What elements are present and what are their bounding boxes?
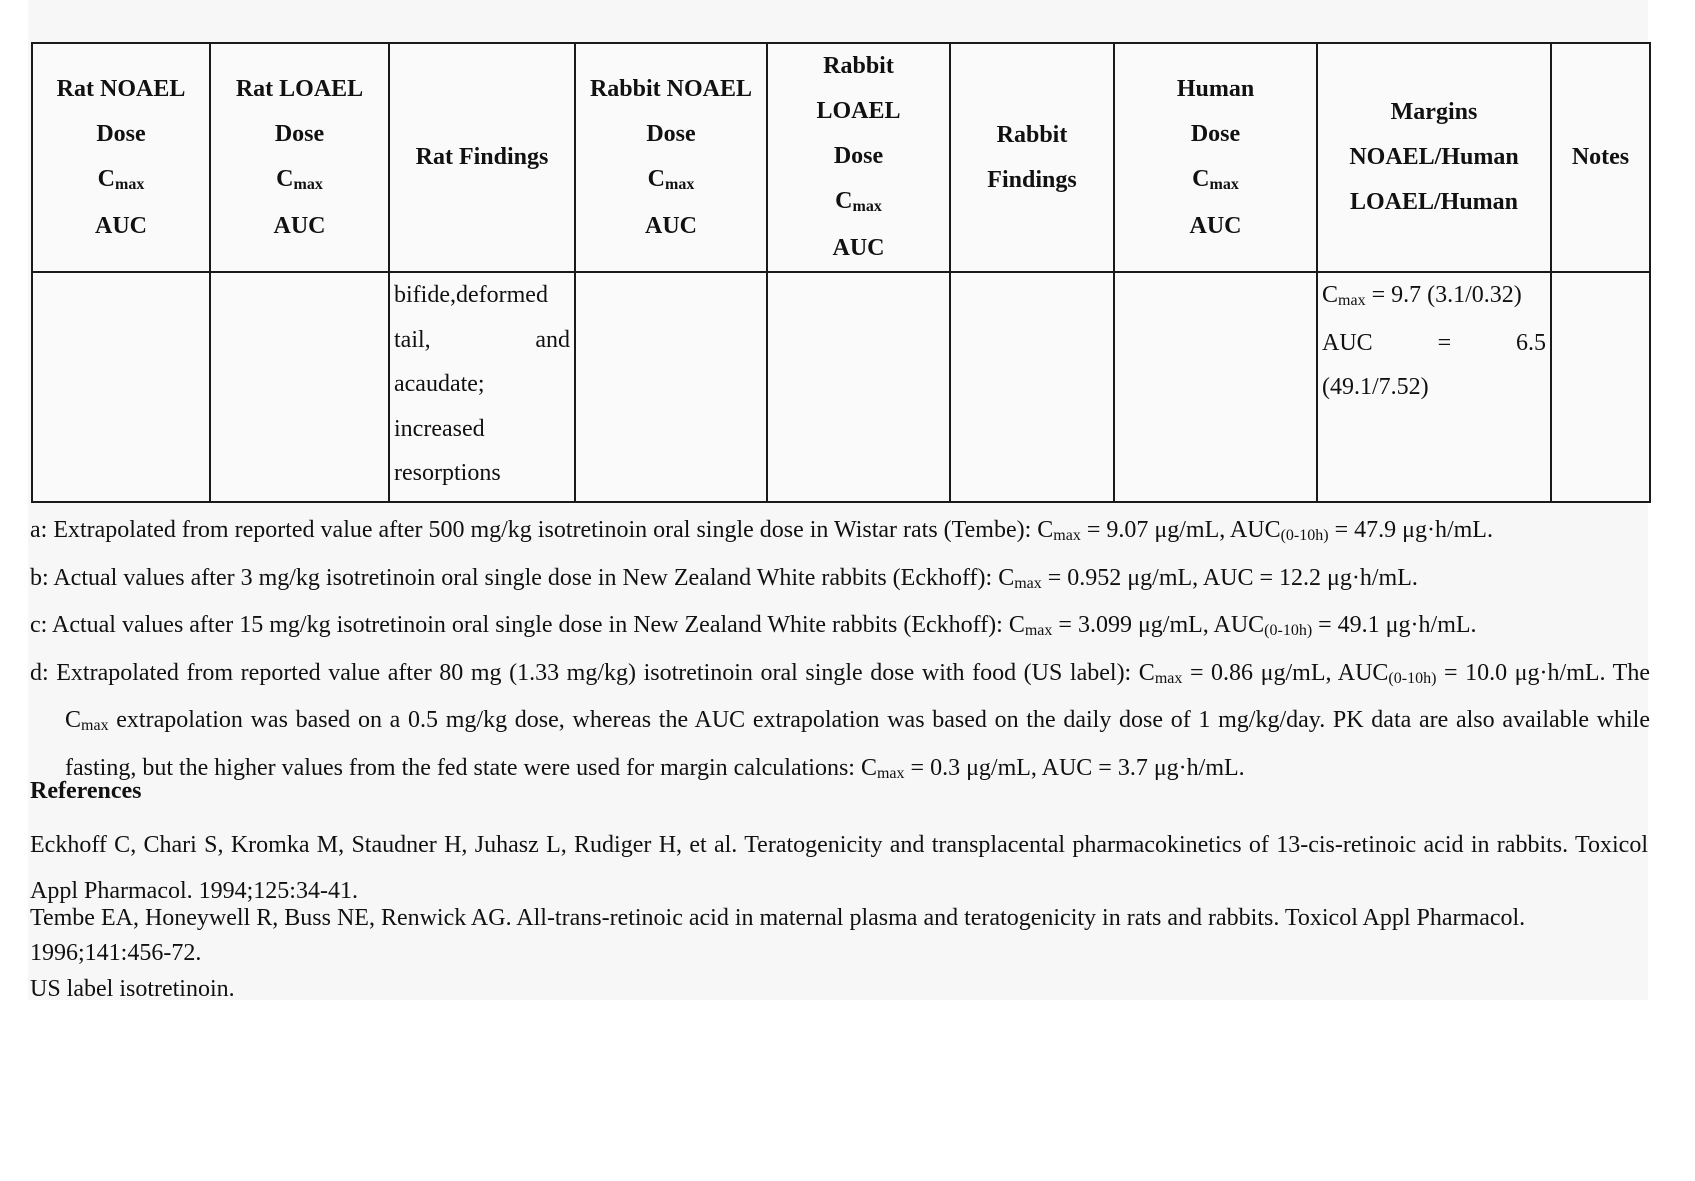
cell-rabbit-findings [950, 272, 1114, 502]
cell-notes [1551, 272, 1650, 502]
header-rat-loael: Rat LOAEL Dose Cmax AUC [210, 43, 389, 272]
cell-rabbit-noael [575, 272, 767, 502]
table-row [32, 272, 1650, 502]
cell-rat-findings: bifide,deformed tail, and acaudate; increased resorptions [389, 272, 575, 502]
reference-tembe: Tembe EA, Honeywell R, Buss NE, Renwick AG. All-trans-retinoic acid in maternal plasma and teratogenicity in rats and rabbits. Toxicol Appl Pharmacol. 1996;141:456-72. [30, 905, 1526, 966]
header-notes: Notes [1551, 43, 1650, 272]
references-heading: References [30, 778, 142, 804]
cell-human [1114, 272, 1317, 502]
footnote-d: d: Extrapolated from reported value after 80 mg (1.33 mg/kg) isotretinoin oral single dose with food (US label): Cmax = 0.86 μg/mL, AUC(0-10h) = 10.0 μg·h/mL. The Cmax extrapolation was based on a 0.5 mg/kg dose, whereas the AUC extrapolation was based on the daily dose of 1 mg/kg/day. PK data are also available while fasting, but the higher values from the fed state were used for margin calculations: Cmax = 0.3 μg/mL, AUC = 3.7 μg·h/mL. [30, 659, 1650, 782]
cell-margins: Cmax = 9.7 (3.1/0.32) AUC = 6.5 (49.1/7.52) [1317, 272, 1551, 502]
cell-rat-loael [210, 272, 389, 502]
header-rabbit-findings: Rabbit Findings [950, 43, 1114, 272]
header-human: Human Dose Cmax AUC [1114, 43, 1317, 272]
header-rabbit-noael: Rabbit NOAEL Dose Cmax AUC [575, 43, 767, 272]
header-rat-noael: Rat NOAEL Dose Cmax AUC [32, 43, 210, 272]
header-margins: Margins NOAEL/Human LOAEL/Human [1317, 43, 1551, 272]
footnote-a: a: Extrapolated from reported value after 500 mg/kg isotretinoin oral single dose in Wistar rats (Tembe): Cmax = 9.07 μg/mL, AUC(0-10h) = 47.9 μg·h/mL. [30, 517, 1493, 544]
toxicity-margins-table [31, 42, 1651, 503]
footnotes [30, 508, 1650, 793]
reference-us-label: US label isotretinoin. [30, 976, 235, 1002]
cell-rabbit-loael [767, 272, 950, 502]
reference-eckhoff: Eckhoff C, Chari S, Kromka M, Staudner H, Juhasz L, Rudiger H, et al. Teratogenicity and transplacental pharmacokinetics of 13-cis-retinoic acid in rabbits. Toxicol Appl Pharmacol. 1994;125:34-41. [30, 832, 1648, 904]
header-rabbit-loael: Rabbit LOAEL Dose Cmax AUC [767, 43, 950, 272]
table-header-row [32, 43, 1650, 272]
header-rat-findings: Rat Findings [389, 43, 575, 272]
footnote-c: c: Actual values after 15 mg/kg isotretinoin oral single dose in New Zealand White rabbits (Eckhoff): Cmax = 3.099 μg/mL, AUC(0-10h) = 49.1 μg·h/mL. [30, 612, 1477, 639]
footnote-b: b: Actual values after 3 mg/kg isotretinoin oral single dose in New Zealand White rabbits (Eckhoff): Cmax = 0.952 μg/mL, AUC = 12.2 μg·h/mL. [30, 564, 1418, 592]
cell-rat-noael [32, 272, 210, 502]
